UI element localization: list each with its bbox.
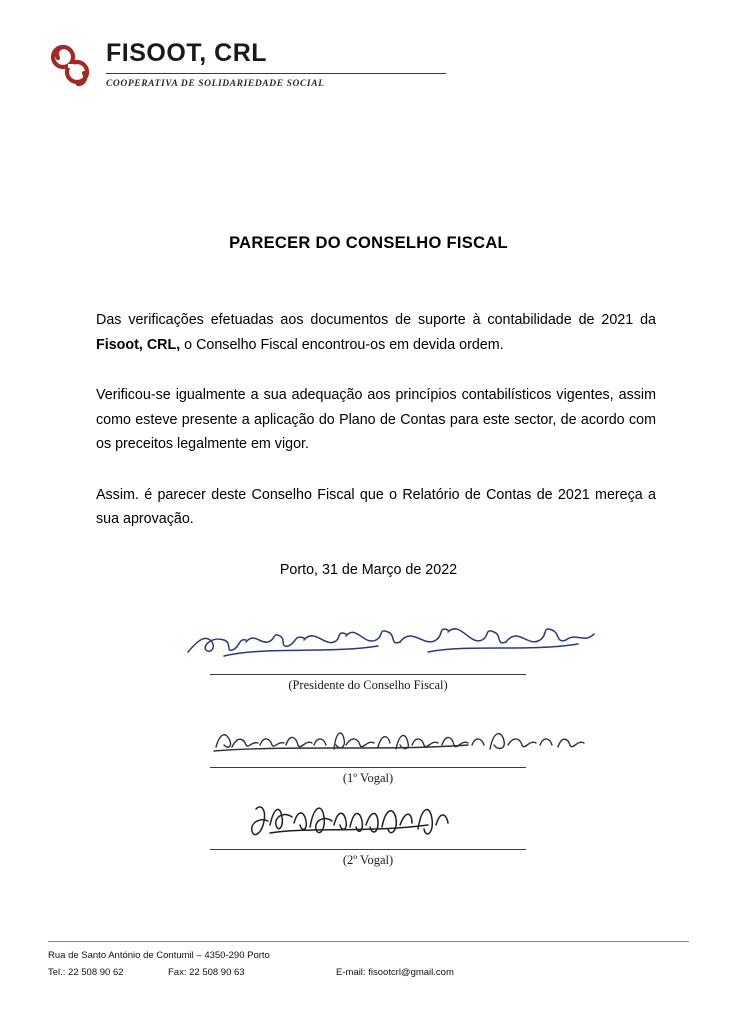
signature-caption-president: (Presidente do Conselho Fiscal)	[288, 678, 448, 692]
footer-email[interactable]: E-mail: fisootcrl@gmail.com	[336, 966, 454, 978]
place-and-date: Porto, 31 de Março de 2022	[279, 562, 458, 578]
paragraph-1-tail: o Conselho Fiscal encontrou-os em devida ordem.	[180, 336, 504, 353]
footer-fax: Fax: 22 508 90 63	[168, 966, 245, 978]
footer-divider	[48, 941, 689, 942]
footer-address: Rua de Santo António de Contumil – 4350-290 Porto	[48, 950, 270, 961]
paragraph-3	[96, 483, 656, 532]
brand-divider	[106, 73, 446, 74]
document-body	[96, 308, 656, 532]
handwritten-signature-first-member	[128, 705, 608, 765]
signature-caption-second-member: (2º Vogal)	[342, 853, 394, 867]
paragraph-1-lead: Das verificações efetuadas aos documentos de suporte à contabilidade de 2021 da	[96, 312, 656, 328]
fisoot-logo-icon	[48, 42, 92, 90]
paragraph-2-text: Verificou-se igualmente a sua adequação aos princípios contabilísticos vigentes, assim como esteve presente a aplicação do Plano de Contas para este sector, de acordo com os preceitos legalmente em vigor.	[96, 387, 656, 453]
handwritten-signature-second-member	[128, 787, 608, 847]
footer-telephone: Tel.: 22 508 90 62	[48, 966, 124, 978]
signature-block-president	[128, 612, 608, 705]
signature-caption-first-member: (1º Vogal)	[342, 771, 394, 785]
paragraph-3-text: Assim. é parecer deste Conselho Fiscal que o Relatório de Contas de 2021 mereça a sua aprovação.	[96, 486, 656, 528]
signature-area	[128, 612, 608, 869]
brand-subtitle: COOPERATIVA DE SOLIDARIEDADE SOCIAL	[106, 78, 325, 89]
page-title: PARECER DO CONSELHO FISCAL	[229, 234, 508, 252]
paragraph-1	[96, 308, 656, 357]
signature-line-president	[210, 674, 526, 675]
brand-block	[106, 38, 446, 89]
signature-line-second-member	[210, 849, 526, 850]
signature-line-first-member	[210, 767, 526, 768]
signature-block-second-member	[128, 787, 608, 869]
brand-name: FISOOT, CRL	[106, 39, 268, 67]
paragraph-2	[96, 383, 656, 457]
paragraph-1-bold: Fisoot, CRL,	[96, 336, 181, 353]
handwritten-signature-president	[128, 612, 608, 672]
footer-contacts	[48, 965, 688, 982]
letterhead	[48, 38, 448, 90]
footer	[48, 948, 688, 981]
signature-block-first-member	[128, 705, 608, 787]
